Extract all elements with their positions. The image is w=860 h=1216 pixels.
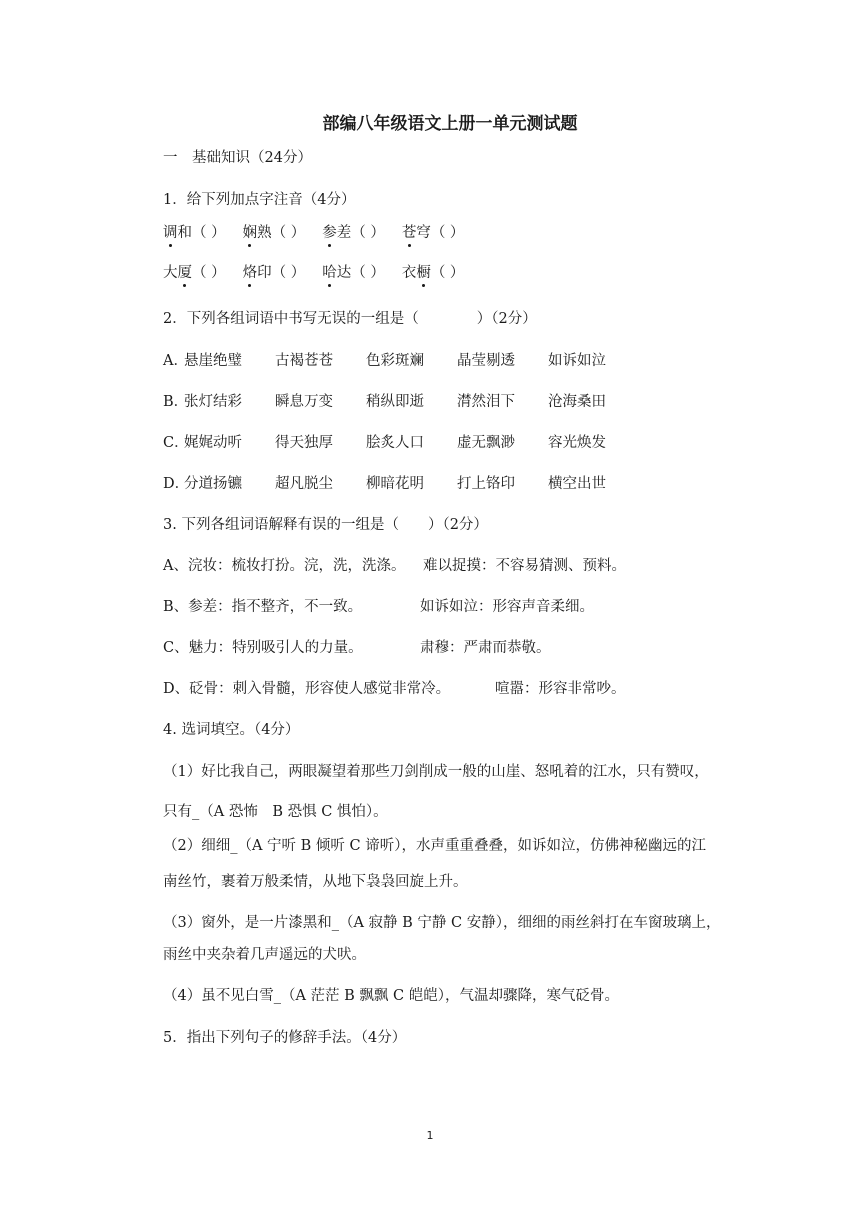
fill-item-line: （3）窗外，是一片漆黑和_（A 寂静 B 宁静 C 安静），细细的雨丝斜打在车窗玻璃上， xyxy=(163,915,721,931)
option-definition: C、魅力：特别吸引人的力量。 xyxy=(163,640,363,656)
fill-item-line: 南丝竹，裹着万般柔情，从地下袅袅回旋上升。 xyxy=(163,874,468,890)
document-title: 部编八年级语文上册一单元测试题 xyxy=(322,114,578,134)
option-definition: D、砭骨：刺入骨髓，形容使人感觉非常冷。 xyxy=(163,681,451,697)
question-1-row-1 xyxy=(163,223,464,243)
option-definition-second: 如诉如泣：形容声音柔细。 xyxy=(420,599,594,615)
option-word: 晶莹剔透 xyxy=(457,353,515,369)
dotted-char: 调 xyxy=(163,225,178,241)
question-1-stem: 1．给下列加点字注音（4分） xyxy=(163,192,356,208)
question-5-stem: 5．指出下列句子的修辞手法。（4分） xyxy=(163,1030,407,1046)
option-word: 脍炙人口 xyxy=(366,435,424,451)
fill-item-line: 只有_（A 恐怖 B 恐惧 C 惧怕）。 xyxy=(163,804,388,820)
pinyin-item: 衣橱（ ） xyxy=(401,265,465,281)
option-word: 瞬息万变 xyxy=(275,394,333,410)
fill-item-line: （2）细细_（A 宁听 B 倾听 C 谛听），水声重重叠叠，如诉如泣，仿佛神秘幽远的江 xyxy=(163,838,706,854)
dotted-char: 橱 xyxy=(416,265,431,281)
dotted-char: 苍 xyxy=(401,225,417,241)
option-definition-second: 喧嚣：形容非常吵。 xyxy=(495,681,626,697)
page-number: 1 xyxy=(426,1129,434,1142)
pinyin-item: 烙印（ ） xyxy=(242,265,306,281)
dotted-char: 厦 xyxy=(177,265,192,281)
option-label: B． xyxy=(163,394,189,410)
option-label: D． xyxy=(163,476,190,492)
option-word: 柳暗花明 xyxy=(366,476,424,492)
section-heading: 一 基础知识（24分） xyxy=(163,150,312,166)
fill-item-line: 雨丝中夹杂着几声遥远的犬吠。 xyxy=(163,947,366,963)
pinyin-item: 大厦（ ） xyxy=(163,265,226,281)
option-word: 娓娓动听 xyxy=(184,435,242,451)
question-2-stem: 2．下列各组词语中书写无误的一组是（ ）（2分） xyxy=(163,311,537,327)
dotted-char: 参 xyxy=(322,225,337,241)
dotted-char: 哈 xyxy=(322,265,337,281)
option-word: 悬崖绝璧 xyxy=(184,353,242,369)
pinyin-item: 参差（ ） xyxy=(322,225,385,241)
dotted-char: 娴 xyxy=(242,225,258,241)
option-word: 古褐苍苍 xyxy=(275,353,333,369)
option-definition: B、参差：指不整齐，不一致。 xyxy=(163,599,363,615)
option-word: 张灯结彩 xyxy=(184,394,242,410)
option-word: 容光焕发 xyxy=(548,435,606,451)
option-word: 稍纵即逝 xyxy=(366,394,424,410)
option-word: 虚无飘渺 xyxy=(457,435,515,451)
question-4-stem: 4. 选词填空。（4分） xyxy=(163,722,300,738)
question-1-row-2 xyxy=(163,263,464,283)
option-label: A． xyxy=(163,353,188,369)
pinyin-item: 苍穹（ ） xyxy=(401,225,465,241)
option-word: 打上铬印 xyxy=(457,476,515,492)
pinyin-item: 娴熟（ ） xyxy=(242,225,306,241)
question-3-stem: 3. 下列各组词语解释有误的一组是（ ）（2分） xyxy=(163,517,488,533)
fill-item-line: （4）虽不见白雪_（A 茫茫 B 飘飘 C 皑皑），气温却骤降，寒气砭骨。 xyxy=(163,988,619,1004)
option-definition: A、浣妆：梳妆打扮。浣，洗，洗涤。 xyxy=(163,558,406,574)
option-word: 分道扬镳 xyxy=(184,476,242,492)
option-word: 沧海桑田 xyxy=(548,394,606,410)
option-word: 超凡脱尘 xyxy=(275,476,333,492)
pinyin-item: 调和（ ） xyxy=(163,225,226,241)
option-label: C． xyxy=(163,435,189,451)
option-definition-second: 难以捉摸：不容易猜测、预料。 xyxy=(423,558,626,574)
option-word: 色彩斑斓 xyxy=(366,353,424,369)
option-word: 横空出世 xyxy=(548,476,606,492)
dotted-char: 烙 xyxy=(242,265,258,281)
option-definition-second: 肃穆：严肃而恭敬。 xyxy=(420,640,551,656)
option-word: 得天独厚 xyxy=(275,435,333,451)
option-word: 潸然泪下 xyxy=(457,394,515,410)
pinyin-item: 哈达（ ） xyxy=(322,265,385,281)
option-word: 如诉如泣 xyxy=(548,353,606,369)
fill-item-line: （1）好比我自己，两眼凝望着那些刀剑削成一般的山崖、怒吼着的江水，只有赞叹， xyxy=(163,764,709,780)
